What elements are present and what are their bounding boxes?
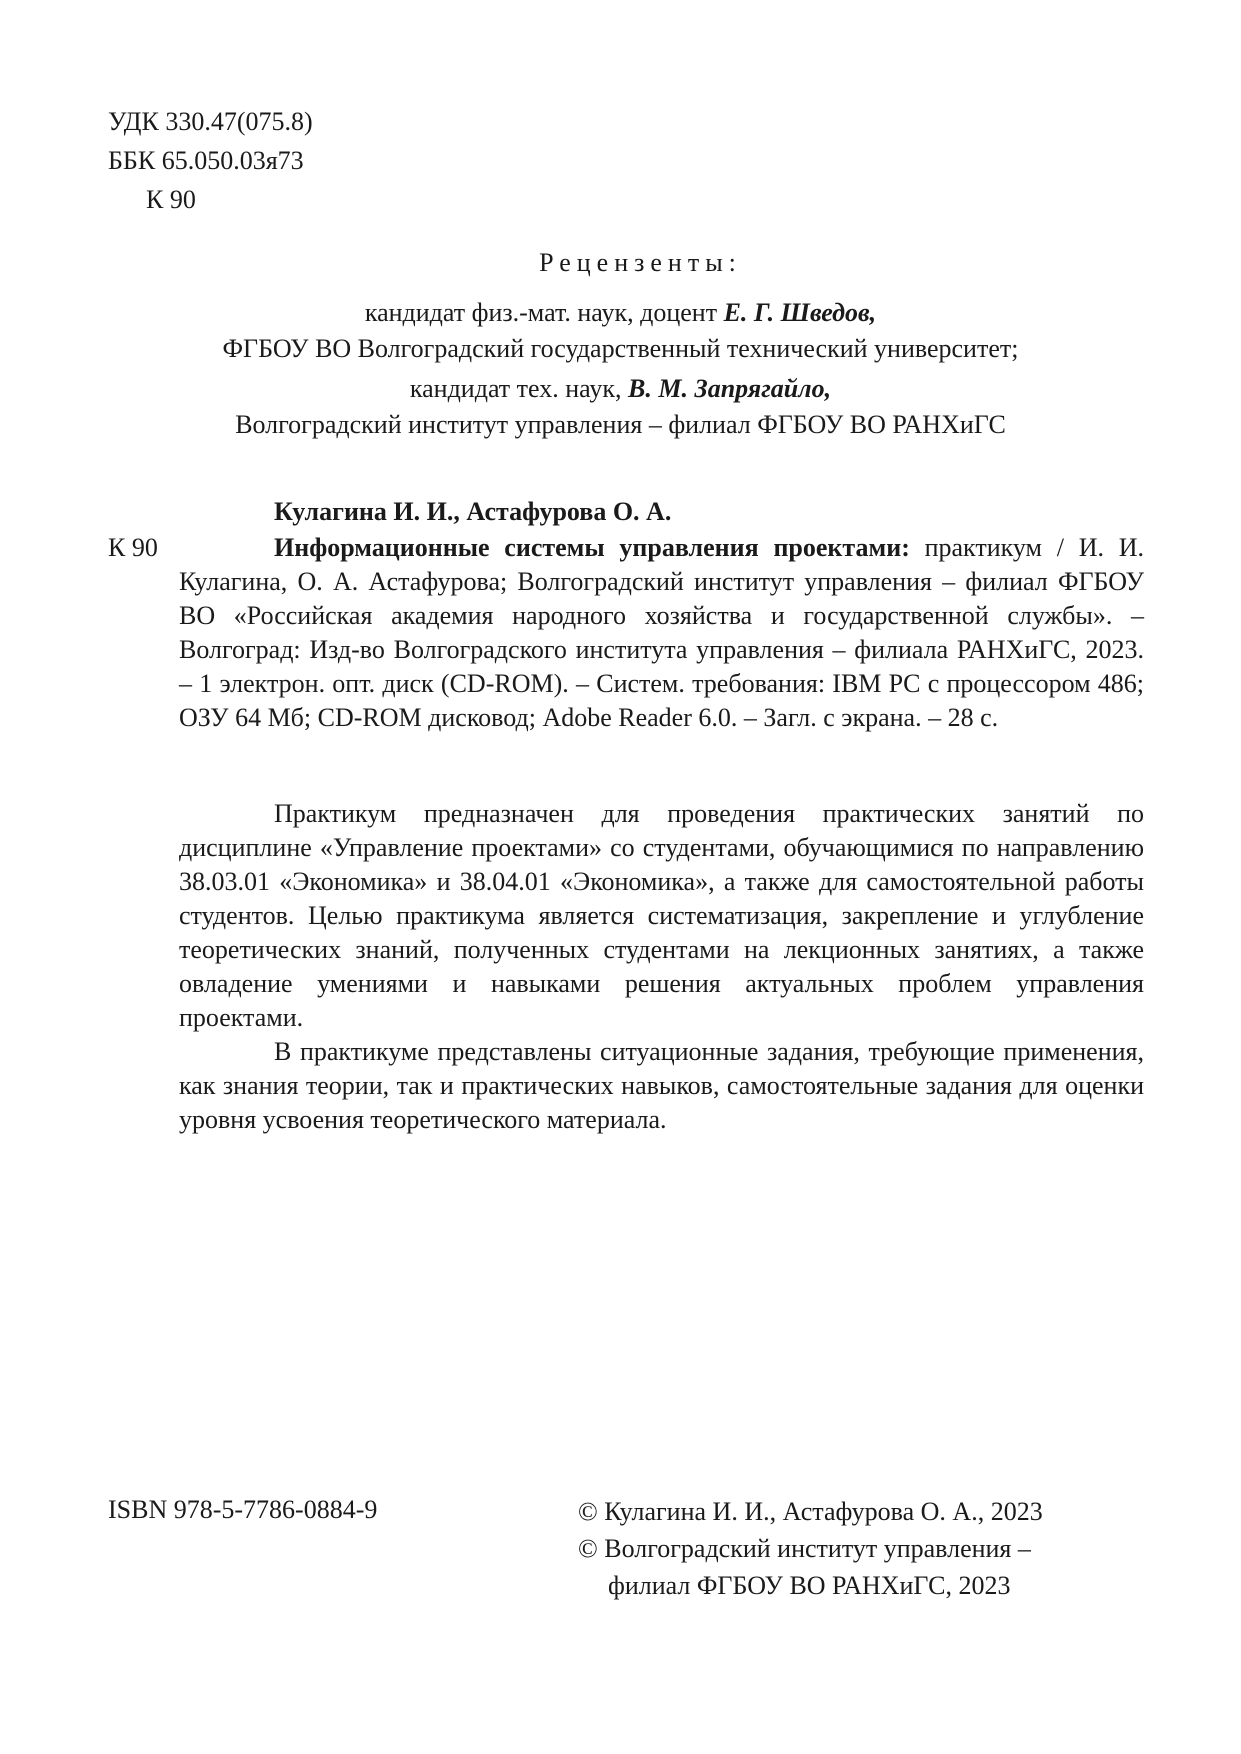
bibliographic-entry	[179, 531, 1144, 735]
copyright-institute: © Волгоградский институт управления –	[578, 1534, 1031, 1563]
reviewer-1-name: Е. Г. Шведов,	[723, 298, 877, 327]
reviewer-2-affiliation: Волгоградский институт управления – филиал ФГБОУ ВО РАНХиГС	[235, 410, 1006, 439]
reviewer-1-affiliation: ФГБОУ ВО Волгоградский государственный технический университет;	[222, 334, 1019, 363]
reviewer-2-name: В. М. Запрягайло,	[628, 374, 832, 403]
cutter-code: К 90	[146, 185, 196, 214]
copyright-authors: © Кулагина И. И., Астафурова О. А., 2023	[578, 1497, 1043, 1526]
book-description: практикум / И. И. Кулагина, О. А. Астафурова; Волгоградский институт управления – филиал ФГБОУ ВО «Российская академия народного хозяйства и государственной службы». – Волгоград: Изд-во Волгоградского института управления – филиала РАНХиГС, 2023. – 1 электрон. опт. диск (CD-ROM). – Систем. требования: IBM PC с процессором 486; ОЗУ 64 Мб; CD-ROM дисковод; Adobe Reader 6.0. – Загл. с экрана. – 28 с.	[179, 533, 1144, 732]
annotation-paragraph-2: В практикуме представлены ситуационные задания, требующие применения, как знания теории, так и практических навыков, самостоятельные задания для оценки уровня усвоения теоретического материала.	[179, 1037, 1144, 1134]
reviewer-1	[0, 296, 1241, 332]
cutter-mark: К 90	[108, 533, 158, 562]
isbn: ISBN 978-5-7786-0884-9	[108, 1495, 378, 1524]
annotation-paragraph-1: Практикум предназначен для проведения практических занятий по дисциплине «Управление проектами» со студентами, обучающимися по направлению 38.03.01 «Экономика» и 38.04.01 «Экономика», а также для самостоятельной работы студентов. Целью практикума является систематизация, закрепление и углубление теоретических знаний, полученных студентами на лекционных занятиях, а также овладение умениями и навыками решения актуальных проблем управления проектами.	[179, 799, 1144, 1032]
annotation	[179, 797, 1144, 1137]
reviewers-title: Рецензенты:	[539, 248, 742, 277]
reviewer-2	[0, 372, 1241, 408]
bibliographic-description	[179, 531, 1144, 735]
copyright-institute-continued: филиал ФГБОУ ВО РАНХиГС, 2023	[608, 1571, 1011, 1600]
reviewers-block	[0, 246, 1241, 444]
copyright-block	[578, 1493, 1043, 1604]
reviewer-2-prefix: кандидат тех. наук,	[409, 374, 628, 403]
authors-heading: Кулагина И. И., Астафурова О. А.	[274, 497, 672, 526]
reviewer-1-prefix: кандидат физ.-мат. наук, доцент	[364, 298, 724, 327]
bbk-code: ББК 65.050.03я73	[108, 146, 304, 175]
classification-block	[108, 105, 313, 222]
udc-code: УДК 330.47(075.8)	[108, 107, 313, 136]
book-title: Информационные системы управления проектами:	[274, 533, 910, 562]
